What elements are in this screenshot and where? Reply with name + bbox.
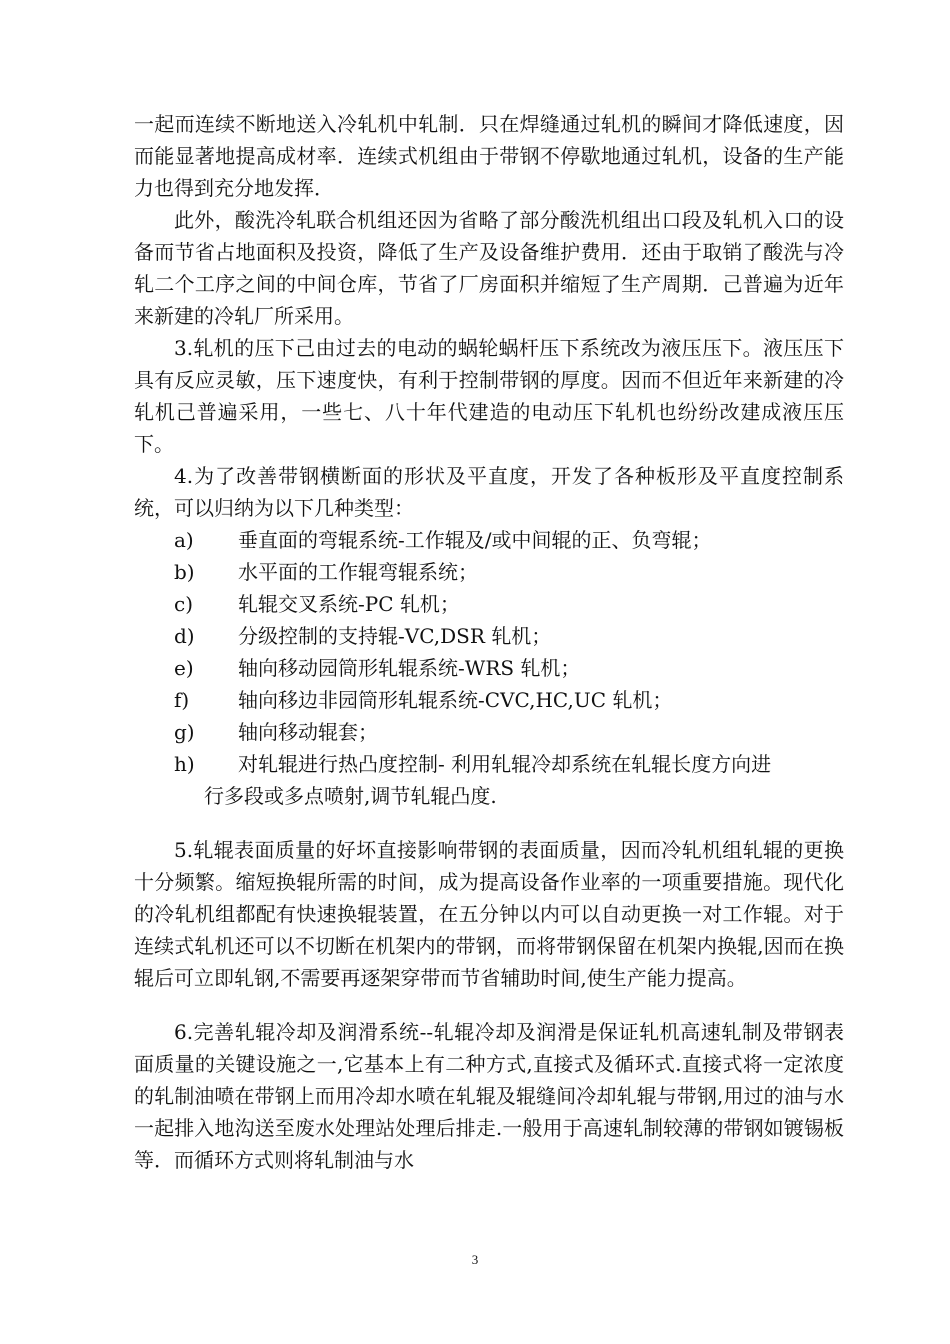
list-item-text: 对轧辊进行热凸度控制- 利用轧辊冷却系统在轧辊长度方向进: [238, 752, 772, 776]
flatness-control-list: [134, 524, 844, 812]
list-item-text: 垂直面的弯辊系统-工作辊及/或中间辊的正、负弯辊；: [238, 528, 712, 552]
list-item-text: 水平面的工作辊弯辊系统；: [238, 560, 478, 584]
list-item: [134, 620, 844, 652]
list-item-text: 轴向移边非园筒形轧辊系统-CVC,HC,UC 轧机；: [238, 688, 673, 712]
list-item: [134, 716, 844, 748]
paragraph-gap: [134, 812, 844, 834]
list-marker: f): [174, 688, 190, 712]
paragraph-continuation: 一起而连续不断地送入冷轧机中轧制．只在焊缝通过轧机的瞬间才降低速度，因而能显著地提高成材率．连续式机组由于带钢不停歇地通过轧机，设备的生产能力也得到充分地发挥．: [134, 112, 844, 200]
list-item-text: 轴向移动辊套；: [238, 720, 378, 744]
list-item-text: 轴向移动园筒形轧辊系统-WRS 轧机；: [238, 656, 581, 680]
list-marker: c): [174, 592, 194, 616]
paragraph-pickling-benefits: 此外，酸洗冷轧联合机组还因为省略了部分酸洗机组出口段及轧机入口的设备而节省占地面积及投资，降低了生产及设备维护费用．还由于取销了酸洗与冷轧二个工序之间的中间仓库，节省了厂房面积并缩短了生产周期．己普遍为近年来新建的冷轧厂所采用。: [134, 208, 844, 328]
list-item-text: 分级控制的支持辊-VC,DSR 轧机；: [238, 624, 552, 648]
paragraph-gap: [134, 994, 844, 1016]
list-item-text: 轧辊交叉系统-PC 轧机；: [238, 592, 460, 616]
list-marker: a): [174, 528, 194, 552]
list-marker: e): [174, 656, 194, 680]
list-item: [134, 588, 844, 620]
list-item: [134, 748, 844, 812]
page-content: [134, 108, 844, 1176]
paragraph-roll-change: 5.轧辊表面质量的好坏直接影响带钢的表面质量，因而冷轧机组轧辊的更换十分频繁。缩短换辊所需的时间，成为提高设备作业率的一项重要措施。现代化的冷轧机组都配有快速换辊装置，在五分钟以内可以自动更换一对工作辊。对于连续式轧机还可以不切断在机架内的带钢，而将带钢保留在机架内换辊,因而在换辊后可立即轧钢,不需要再逐架穿带而节省辅助时间,使生产能力提高。: [134, 838, 844, 990]
list-item: [134, 684, 844, 716]
page-number: 3: [471, 1252, 479, 1267]
list-marker: h): [174, 752, 195, 776]
list-item: [134, 556, 844, 588]
list-marker: g): [174, 720, 195, 744]
list-item: [134, 524, 844, 556]
paragraph-hydraulic-screwdown: 3.轧机的压下己由过去的电动的蜗轮蜗杆压下系统改为液压压下。液压压下具有反应灵敏，压下速度快，有利于控制带钢的厚度。因而不但近年来新建的冷轧机己普遍采用，一些七、八十年代建造的电动压下轧机也纷纷改建成液压压下。: [134, 336, 844, 456]
list-marker: b): [174, 560, 195, 584]
list-marker: d): [174, 624, 195, 648]
list-item: [134, 652, 844, 684]
paragraph-cooling-lubrication: 6.完善轧辊冷却及润滑系统--轧辊冷却及润滑是保证轧机高速轧制及带钢表面质量的关键设施之一,它基本上有二种方式,直接式及循环式.直接式将一定浓度的轧制油喷在带钢上而用冷却水喷在轧辊及辊缝间冷却轧辊与带钢,用过的油与水一起排入地沟送至废水处理站处理后排走.一般用于高速轧制较薄的带钢如镀锡板等．而循环方式则将轧制油与水: [134, 1020, 844, 1172]
list-item-continuation: 行多段或多点喷射,调节轧辊凸度.: [204, 784, 497, 808]
paragraph-flatness-control: 4.为了改善带钢横断面的形状及平直度，开发了各种板形及平直度控制系统，可以归纳为以下几种类型：: [134, 464, 844, 520]
